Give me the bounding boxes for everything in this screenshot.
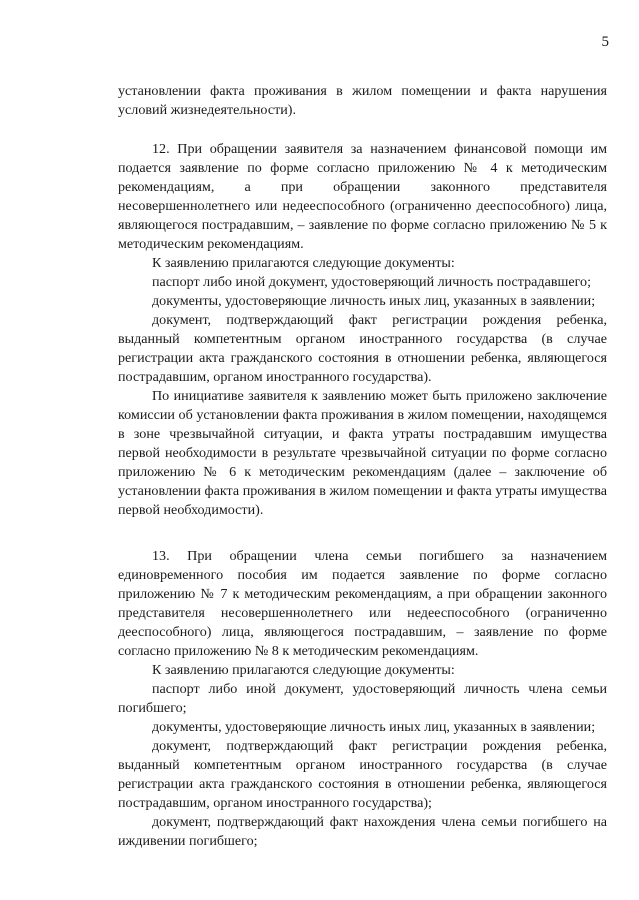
paragraph-initiative: По инициативе заявителя к заявлению может быть приложено заключение комиссии об установлении факта проживания в жилом помещении, находящемся в зоне чрезвычайной ситуации, и факта утраты пострадавшим имущества первой необходимости в результате чрезвычайной ситуации по форме согласно приложению № 6 к методическим рекомендациям (далее – заключение об установлении факта проживания в жилом помещении и факта утраты имущества первой необходимости). (118, 388, 607, 518)
paragraph-list-item: документ, подтверждающий факт регистрации рождения ребенка, выданный компетентным органом иностранного государства (в случае регистрации акта гражданского состояния в отношении ребенка, являющегося пострадавшим, органом иностранного государства). (118, 312, 607, 385)
paragraph-list-item: документ, подтверждающий факт регистрации рождения ребенка, выданный компетентным органом иностранного государства (в случае регистрации акта гражданского состояния в отношении ребенка, являющегося пострадавшим, органом иностранного государства); (118, 738, 607, 811)
paragraph-clause-12: 12. При обращении заявителя за назначением финансовой помощи им подается заявление по форме согласно приложению № 4 к методическим рекомендациям, а при обращении законного представителя несовершеннолетнего или недееспособного (ограниченно дееспособного) лица, являющегося пострадавшим, – заявление по форме согласно приложению № 5 к методическим рекомендациям. (118, 141, 607, 252)
paragraph-attachments-intro: К заявлению прилагаются следующие документы: (152, 255, 455, 271)
paragraph-list-item: документы, удостоверяющие личность иных лиц, указанных в заявлении; (152, 293, 596, 309)
paragraph-list-item: паспорт либо иной документ, удостоверяющий личность члена семьи погибшего; (118, 681, 607, 716)
spacer (118, 520, 607, 547)
paragraph-list-item: документ, подтверждающий факт нахождения члена семьи погибшего на иждивении погибшего; (118, 814, 607, 849)
spacer (118, 120, 607, 140)
paragraph-continuation: установлении факта проживания в жилом помещении и факта нарушения условий жизнедеятельности). (118, 83, 607, 118)
document-body (118, 82, 607, 851)
paragraph-list-item: документы, удостоверяющие личность иных лиц, указанных в заявлении; (152, 719, 596, 735)
paragraph-list-item: паспорт либо иной документ, удостоверяющий личность пострадавшего; (152, 274, 592, 290)
paragraph-clause-13: 13. При обращении члена семьи погибшего за назначением единовременного пособия им подается заявление по форме согласно приложению № 7 к методическим рекомендациям, а при обращении законного представителя несовершеннолетнего или недееспособного (ограниченно дееспособного) лица, являющегося пострадавшим, – заявление по форме согласно приложению № 8 к методическим рекомендациям. (118, 548, 607, 659)
paragraph-attachments-intro: К заявлению прилагаются следующие документы: (152, 662, 455, 678)
page-number: 5 (601, 34, 609, 50)
